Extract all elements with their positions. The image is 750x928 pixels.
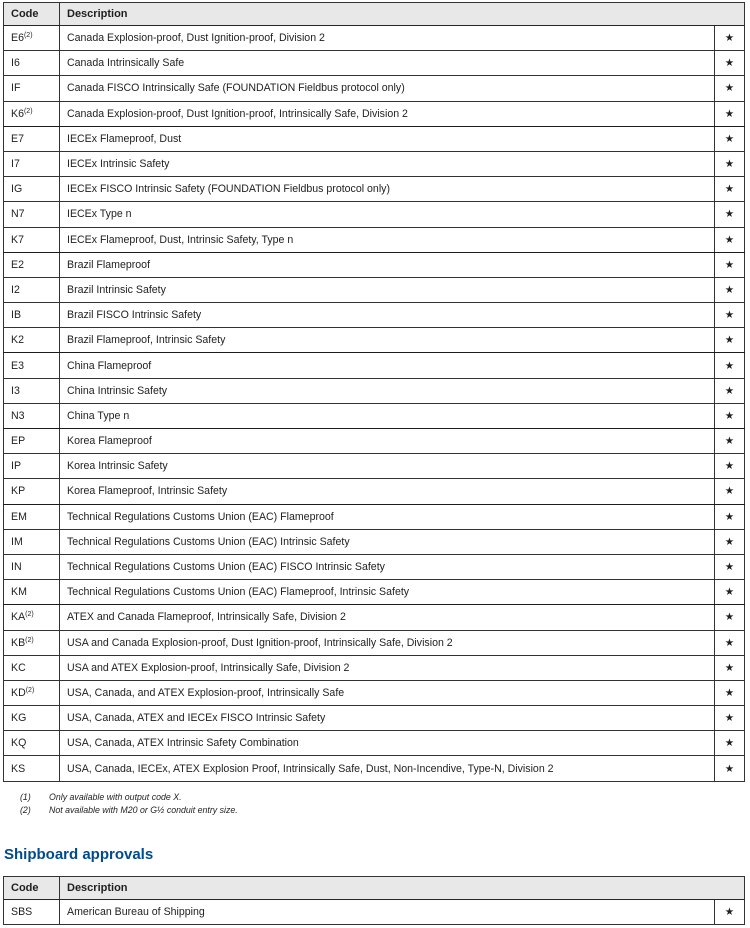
code-column-header: Code: [4, 3, 60, 26]
table-row: [4, 51, 745, 76]
table-row: [4, 328, 745, 353]
description-cell: Technical Regulations Customs Union (EAC) FISCO Intrinsic Safety: [60, 554, 715, 579]
table-row: [4, 101, 745, 126]
table-row: [4, 177, 745, 202]
description-cell: Technical Regulations Customs Union (EAC) Flameproof, Intrinsic Safety: [60, 580, 715, 605]
code-cell: SBS: [4, 899, 60, 924]
footnote-1: [20, 791, 746, 805]
code-cell: EM: [4, 504, 60, 529]
footnote-reference: (2): [23, 32, 33, 40]
footnote-marker: (2): [20, 805, 31, 816]
table-row: [4, 899, 745, 924]
code-cell: EP: [4, 429, 60, 454]
table-row: [4, 605, 745, 630]
table-row: [4, 252, 745, 277]
star-availability-icon: ★: [714, 731, 744, 756]
description-cell: IECEx Type n: [60, 202, 715, 227]
footnotes: [20, 791, 746, 818]
description-cell: China Intrinsic Safety: [60, 378, 715, 403]
star-availability-icon: ★: [714, 403, 744, 428]
description-cell: USA, Canada, ATEX Intrinsic Safety Combination: [60, 731, 715, 756]
description-cell: IECEx Flameproof, Dust, Intrinsic Safety, Type n: [60, 227, 715, 252]
star-availability-icon: ★: [714, 756, 744, 781]
description-cell: USA, Canada, IECEx, ATEX Explosion Proof, Intrinsically Safe, Dust, Non-Incendive, Type-N, Division 2: [60, 756, 715, 781]
star-availability-icon: ★: [714, 630, 744, 655]
code-cell: E3: [4, 353, 60, 378]
table-row: [4, 76, 745, 101]
description-cell: Korea Intrinsic Safety: [60, 454, 715, 479]
table-row: [4, 731, 745, 756]
code-cell: E7: [4, 126, 60, 151]
description-cell: Technical Regulations Customs Union (EAC) Intrinsic Safety: [60, 529, 715, 554]
code-cell: IP: [4, 454, 60, 479]
code-cell: N3: [4, 403, 60, 428]
code-cell: KB$^{(2)}$: [4, 630, 60, 655]
table-header-row: [4, 876, 745, 899]
table-row: [4, 303, 745, 328]
description-cell: Canada Explosion-proof, Dust Ignition-proof, Intrinsically Safe, Division 2: [60, 101, 715, 126]
code-cell: E2: [4, 252, 60, 277]
table-header-row: [4, 3, 745, 26]
star-availability-icon: ★: [714, 580, 744, 605]
star-availability-icon: ★: [714, 177, 744, 202]
description-cell: Korea Flameproof: [60, 429, 715, 454]
code-cell: KA$^{(2)}$: [4, 605, 60, 630]
star-availability-icon: ★: [714, 202, 744, 227]
star-availability-icon: ★: [714, 252, 744, 277]
star-availability-icon: ★: [714, 655, 744, 680]
code-cell: KS: [4, 756, 60, 781]
star-availability-icon: ★: [714, 101, 744, 126]
star-availability-icon: ★: [714, 277, 744, 302]
description-cell: Brazil Flameproof: [60, 252, 715, 277]
table-row: [4, 378, 745, 403]
code-cell: K2: [4, 328, 60, 353]
star-availability-icon: ★: [714, 706, 744, 731]
code-cell: KQ: [4, 731, 60, 756]
star-availability-icon: ★: [714, 680, 744, 705]
description-cell: Brazil Intrinsic Safety: [60, 277, 715, 302]
footnote-reference: (2): [25, 611, 34, 619]
code-cell: N7: [4, 202, 60, 227]
code-cell: KM: [4, 580, 60, 605]
description-cell: USA and Canada Explosion-proof, Dust Ignition-proof, Intrinsically Safe, Division 2: [60, 630, 715, 655]
star-availability-icon: ★: [714, 51, 744, 76]
description-cell: Canada Intrinsically Safe: [60, 51, 715, 76]
footnote-reference: (2): [25, 686, 35, 694]
table-row: [4, 554, 745, 579]
description-column-header: Description: [60, 3, 745, 26]
code-cell: E6$^{(2)}$: [4, 26, 60, 51]
star-availability-icon: ★: [714, 328, 744, 353]
table-row: [4, 706, 745, 731]
table-row: [4, 353, 745, 378]
table-row: [4, 529, 745, 554]
code-cell: K7: [4, 227, 60, 252]
description-cell: USA, Canada, and ATEX Explosion-proof, Intrinsically Safe: [60, 680, 715, 705]
description-cell: IECEx FISCO Intrinsic Safety (FOUNDATION Fieldbus protocol only): [60, 177, 715, 202]
description-cell: Technical Regulations Customs Union (EAC) Flameproof: [60, 504, 715, 529]
star-availability-icon: ★: [714, 429, 744, 454]
star-availability-icon: ★: [714, 227, 744, 252]
code-cell: KD$^{(2)}$: [4, 680, 60, 705]
description-cell: Canada FISCO Intrinsically Safe (FOUNDATION Fieldbus protocol only): [60, 76, 715, 101]
table-row: [4, 202, 745, 227]
star-availability-icon: ★: [714, 529, 744, 554]
table-row: [4, 655, 745, 680]
code-cell: IM: [4, 529, 60, 554]
description-cell: IECEx Intrinsic Safety: [60, 151, 715, 176]
description-cell: Canada Explosion-proof, Dust Ignition-proof, Division 2: [60, 26, 715, 51]
footnote-text: Only available with output code X.: [49, 791, 182, 802]
table-row: [4, 403, 745, 428]
code-cell: I7: [4, 151, 60, 176]
code-cell: IB: [4, 303, 60, 328]
table-row: [4, 580, 745, 605]
table-row: [4, 680, 745, 705]
table-row: [4, 630, 745, 655]
table-row: [4, 504, 745, 529]
star-availability-icon: ★: [714, 353, 744, 378]
approvals-table: [3, 2, 745, 782]
description-cell: China Flameproof: [60, 353, 715, 378]
description-cell: Brazil Flameproof, Intrinsic Safety: [60, 328, 715, 353]
code-cell: KG: [4, 706, 60, 731]
table-row: [4, 151, 745, 176]
star-availability-icon: ★: [714, 303, 744, 328]
description-cell: Korea Flameproof, Intrinsic Safety: [60, 479, 715, 504]
footnote-text: Not available with M20 or G½ conduit entry size.: [49, 805, 238, 816]
description-column-header: Description: [60, 876, 745, 899]
footnote-marker: (1): [20, 791, 31, 802]
star-availability-icon: ★: [714, 151, 744, 176]
table-row: [4, 26, 745, 51]
code-cell: K6$^{(2)}$: [4, 101, 60, 126]
star-availability-icon: ★: [714, 899, 744, 924]
code-column-header: Code: [4, 876, 60, 899]
table-row: [4, 454, 745, 479]
table-row: [4, 227, 745, 252]
table-row: [4, 429, 745, 454]
table-row: [4, 756, 745, 781]
star-availability-icon: ★: [714, 479, 744, 504]
star-availability-icon: ★: [714, 76, 744, 101]
table-row: [4, 126, 745, 151]
footnote-reference: (2): [23, 107, 33, 115]
code-cell: KP: [4, 479, 60, 504]
footnote-2: [20, 804, 746, 818]
code-cell: IG: [4, 177, 60, 202]
shipboard-approvals-table: [3, 876, 745, 925]
code-cell: I2: [4, 277, 60, 302]
description-cell: American Bureau of Shipping: [60, 899, 715, 924]
description-cell: Brazil FISCO Intrinsic Safety: [60, 303, 715, 328]
code-cell: I3: [4, 378, 60, 403]
table-row: [4, 277, 745, 302]
code-cell: KC: [4, 655, 60, 680]
description-cell: China Type n: [60, 403, 715, 428]
code-cell: I6: [4, 51, 60, 76]
description-cell: USA, Canada, ATEX and IECEx FISCO Intrinsic Safety: [60, 706, 715, 731]
code-cell: IF: [4, 76, 60, 101]
star-availability-icon: ★: [714, 26, 744, 51]
star-availability-icon: ★: [714, 454, 744, 479]
shipboard-approvals-heading: Shipboard approvals: [4, 845, 154, 863]
description-cell: ATEX and Canada Flameproof, Intrinsically Safe, Division 2: [60, 605, 715, 630]
star-availability-icon: ★: [714, 378, 744, 403]
star-availability-icon: ★: [714, 126, 744, 151]
star-availability-icon: ★: [714, 554, 744, 579]
code-cell: IN: [4, 554, 60, 579]
star-availability-icon: ★: [714, 605, 744, 630]
star-availability-icon: ★: [714, 504, 744, 529]
table-row: [4, 479, 745, 504]
description-cell: USA and ATEX Explosion-proof, Intrinsically Safe, Division 2: [60, 655, 715, 680]
footnote-reference: (2): [25, 636, 34, 644]
description-cell: IECEx Flameproof, Dust: [60, 126, 715, 151]
